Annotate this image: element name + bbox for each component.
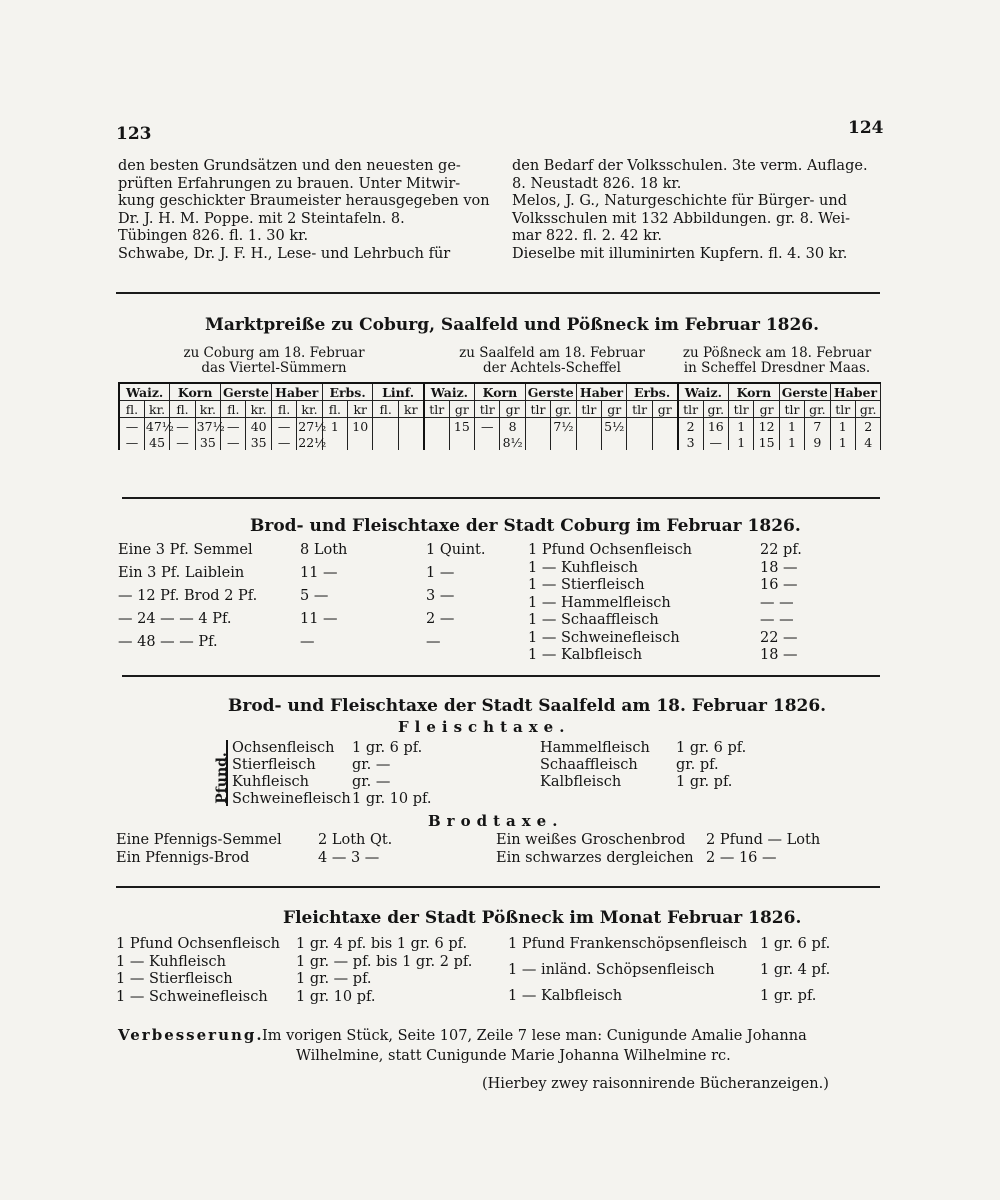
text-line: Tübingen 826. fl. 1. 30 kr. — [118, 228, 309, 244]
page-number-left: 123 — [116, 124, 152, 144]
grain-header: Haber — [830, 383, 881, 401]
table-cell: — — [271, 434, 296, 450]
table-cell: 15 — [449, 418, 474, 435]
unit-header: gr — [449, 401, 474, 418]
row-value: 3 — — [426, 588, 455, 604]
text-line: 8. Neustadt 826. 18 kr. — [512, 175, 682, 192]
top-left-column — [118, 158, 490, 263]
table-cell: 1 — [779, 418, 804, 435]
row-value: 1 gr. pf. — [676, 774, 733, 790]
table-cell: — — [119, 434, 144, 450]
text-line: Schwabe, Dr. J. F. H., Lese- und Lehrbuch für — [118, 245, 451, 262]
grain-header: Waiz. — [119, 383, 170, 401]
table-cell: — — [221, 418, 246, 435]
grain-header: Haber — [576, 383, 627, 401]
table-cell — [398, 434, 423, 450]
grain-header: Erbs. — [322, 383, 373, 401]
footer-note: (Hierbey zwey raisonnirende Bücheranzeigen.) — [482, 1076, 829, 1092]
table-cell — [348, 434, 373, 450]
grain-header-row — [119, 383, 881, 401]
table-cell — [652, 418, 677, 435]
row-value: 1 gr. 6 pf. — [676, 740, 747, 756]
group-line: zu Saalfeld am 18. Februar — [459, 345, 645, 361]
market-group-coburg — [118, 346, 430, 376]
row-value: 1 gr. 4 pf. bis 1 gr. 6 pf. — [296, 936, 468, 952]
unit-header: tlr — [627, 401, 652, 418]
row-value: 1 gr. 10 pf. — [352, 791, 432, 807]
grain-header: Waiz. — [424, 383, 475, 401]
row-value: — — [300, 634, 315, 650]
section-rule — [116, 292, 880, 294]
top-right-column — [512, 158, 868, 263]
unit-header: tlr — [830, 401, 855, 418]
row-value: 1 — Stierfleisch — [116, 971, 233, 987]
unit-header: gr. — [805, 401, 830, 418]
unit-header: kr. — [144, 401, 169, 418]
table-cell — [475, 434, 500, 450]
row-value: — 12 Pf. Brod 2 Pf. — [118, 588, 258, 604]
row-value: 1 — Kalbfleisch — [508, 988, 623, 1004]
unit-header: fl. — [322, 401, 347, 418]
unit-header: tlr — [728, 401, 753, 418]
unit-header: kr — [398, 401, 423, 418]
unit-header: gr — [500, 401, 525, 418]
row-value: Kuhfleisch — [232, 774, 309, 790]
unit-header: fl. — [170, 401, 195, 418]
grain-header: Haber — [271, 383, 322, 401]
table-cell: — — [170, 434, 195, 450]
row-value: Stierfleisch — [232, 757, 316, 773]
row-value: 18 — — [760, 559, 798, 576]
table-cell: — — [703, 434, 728, 450]
coburg-title: Brod- und Fleischtaxe der Stadt Coburg im Februar 1826. — [250, 516, 801, 536]
unit-header: tlr — [475, 401, 500, 418]
row-value: 1 — Schaaffleisch — [528, 612, 659, 628]
text-line: prüften Erfahrungen zu brauen. Unter Mitwir- — [118, 175, 461, 192]
text-line: Volksschulen mit 132 Abbildungen. gr. 8. Wei- — [512, 210, 851, 227]
text-line: mar 822. fl. 2. 42 kr. — [512, 228, 662, 244]
table-cell: — — [271, 418, 296, 435]
unit-header: fl. — [221, 401, 246, 418]
row-value: 1 — Kalbfleisch — [528, 647, 643, 663]
unit-header: fl. — [373, 401, 398, 418]
market-title: Marktpreiße zu Coburg, Saalfeld und Pößneck im Februar 1826. — [205, 315, 820, 335]
unit-header: tlr — [525, 401, 550, 418]
text-line: Dr. J. H. M. Poppe. mit 2 Steintafeln. 8. — [118, 210, 405, 227]
row-value: Schaaffleisch — [540, 757, 638, 773]
row-value: Ochsenfleisch — [232, 740, 335, 756]
table-cell: 40 — [246, 418, 271, 435]
table-cell: 1 — [322, 418, 347, 435]
row-value: 22 pf. — [760, 542, 802, 558]
table-cell: 15 — [754, 434, 779, 450]
unit-header: gr — [652, 401, 677, 418]
row-value: 22 — — [760, 629, 798, 646]
section-rule — [116, 886, 880, 888]
table-row — [119, 434, 881, 450]
table-cell — [627, 418, 652, 435]
saalfeld-meat-heading: Fleischtaxe. — [398, 718, 571, 736]
table-cell: — — [170, 418, 195, 435]
row-value: Ein weißes Groschenbrod — [496, 832, 686, 848]
table-cell: — — [221, 434, 246, 450]
row-value: 1 — Schweinefleisch — [528, 629, 680, 646]
table-cell: — — [475, 418, 500, 435]
table-cell: 16 — [703, 418, 728, 435]
table-cell: 2 — [855, 418, 880, 435]
table-cell: 27½ — [298, 418, 327, 434]
unit-header: kr. — [297, 401, 322, 418]
table-cell — [525, 434, 550, 450]
row-value: — 24 — — 4 Pf. — [118, 611, 232, 627]
table-cell: 1 — [779, 434, 804, 450]
table-cell: 35 — [195, 434, 220, 450]
row-value: 11 — — [300, 565, 338, 581]
table-cell — [551, 434, 576, 450]
table-cell: 7 — [805, 418, 830, 435]
market-price-table — [118, 382, 881, 450]
table-cell — [602, 434, 627, 450]
table-cell — [627, 434, 652, 450]
section-rule — [122, 675, 880, 677]
row-value: Ein Pfennigs-Brod — [116, 850, 250, 866]
row-value: Kalbfleisch — [540, 774, 622, 790]
saalfeld-title: Brod- und Fleischtaxe der Stadt Saalfeld am 18. Februar 1826. — [228, 696, 827, 716]
table-cell: 1 — [830, 418, 855, 435]
row-value: Schweinefleisch — [232, 791, 351, 807]
grain-header: Gerste — [221, 383, 272, 401]
row-value: gr. pf. — [676, 757, 719, 773]
unit-header: kr — [348, 401, 373, 418]
correction-line-1: Im vorigen Stück, Seite 107, Zeile 7 lese man: Cunigunde Amalie Johanna — [262, 1028, 807, 1044]
table-cell — [525, 418, 550, 435]
row-value: — — — [760, 612, 794, 628]
unit-header: gr. — [551, 401, 576, 418]
group-line: zu Coburg am 18. Februar — [183, 345, 365, 361]
table-cell: 4 — [855, 434, 880, 450]
row-value: 1 gr. 6 pf. — [352, 740, 423, 756]
row-value: Ein 3 Pf. Laiblein — [118, 565, 245, 581]
row-value: 1 — inländ. Schöpsenfleisch — [508, 962, 715, 978]
row-value: — 48 — — Pf. — [118, 634, 218, 650]
row-value: — — — [760, 594, 794, 611]
row-value: Hammelfleisch — [540, 740, 650, 756]
grain-header: Gerste — [779, 383, 830, 401]
table-cell: 5½ — [602, 418, 627, 435]
text-line: Dieselbe mit illuminirten Kupfern. fl. 4. 30 kr. — [512, 245, 848, 262]
grain-header: Waiz. — [678, 383, 729, 401]
grain-header: Korn — [728, 383, 779, 401]
table-cell: 12 — [754, 418, 779, 435]
row-value: 8 Loth — [300, 542, 348, 558]
table-cell: — — [119, 418, 144, 435]
row-value: gr. — — [352, 774, 391, 790]
unit-header: fl. — [271, 401, 296, 418]
row-value: 11 — — [300, 611, 338, 627]
group-line: das Viertel-Sümmern — [201, 360, 347, 376]
market-group-possneck — [674, 346, 880, 376]
unit-header: tlr — [779, 401, 804, 418]
unit-header: gr. — [855, 401, 880, 418]
table-cell: 2 — [678, 418, 703, 435]
row-value: 1 Pfund Frankenschöpsenfleisch — [508, 936, 748, 952]
table-cell — [424, 434, 449, 450]
table-cell: 7½ — [551, 418, 576, 435]
table-cell — [652, 434, 677, 450]
row-value: 1 — — [426, 565, 455, 581]
table-cell: 1 — [728, 418, 753, 435]
grain-header: Korn — [475, 383, 526, 401]
table-cell — [449, 434, 474, 450]
row-value: 1 Pfund Ochsenfleisch — [528, 542, 693, 558]
row-value: 1 — Kuhfleisch — [116, 953, 226, 970]
row-value: 1 gr. — pf. bis 1 gr. 2 pf. — [296, 953, 473, 970]
row-value: 1 gr. pf. — [760, 988, 817, 1004]
page-number-right: 124 — [848, 118, 884, 138]
table-cell — [373, 434, 398, 450]
table-cell: 35 — [246, 434, 271, 450]
table-cell — [373, 418, 398, 435]
section-rule — [122, 497, 880, 499]
table-cell: 1 — [830, 434, 855, 450]
unit-header: gr — [602, 401, 627, 418]
unit-header: tlr — [424, 401, 449, 418]
unit-header: gr — [754, 401, 779, 418]
table-cell: 1 — [728, 434, 753, 450]
group-line: in Scheffel Dresdner Maas. — [683, 360, 871, 376]
row-value: gr. — — [352, 757, 391, 773]
grain-header: Erbs. — [627, 383, 678, 401]
table-cell — [576, 434, 601, 450]
market-group-saalfeld — [430, 346, 674, 376]
table-cell: 47½ — [145, 418, 174, 434]
unit-header: fl. — [119, 401, 144, 418]
group-line: zu Pößneck am 18. Februar — [682, 345, 872, 361]
row-value: 1 gr. 6 pf. — [760, 936, 831, 952]
row-value: 4 — 3 — — [318, 850, 380, 866]
saalfeld-bread-heading: Brodtaxe. — [428, 812, 564, 830]
text-line: den Bedarf der Volksschulen. 3te verm. Auflage. — [512, 158, 868, 174]
row-value: 1 — Kuhfleisch — [528, 559, 638, 576]
text-line: kung geschickter Braumeister herausgegeben von — [118, 193, 490, 209]
correction-label: Verbesserung. — [118, 1026, 264, 1044]
table-cell — [424, 418, 449, 435]
table-cell — [398, 418, 423, 435]
saalfeld-side-label: Pfund. — [213, 752, 230, 804]
correction-line-2: Wilhelmine, statt Cunigunde Marie Johanna Wilhelmine rc. — [296, 1048, 731, 1064]
row-value: Ein schwarzes dergleichen — [496, 850, 694, 866]
row-value: 18 — — [760, 647, 798, 663]
row-value: 2 Loth Qt. — [318, 832, 393, 848]
table-cell: 22½ — [298, 434, 327, 450]
table-cell: 9 — [805, 434, 830, 450]
unit-header: gr. — [703, 401, 728, 418]
grain-header: Linf. — [373, 383, 424, 401]
row-value: 1 Quint. — [426, 542, 486, 558]
table-cell: 37½ — [196, 418, 225, 434]
row-value: Eine Pfennigs-Semmel — [116, 832, 282, 848]
row-value: 1 Pfund Ochsenfleisch — [116, 936, 281, 952]
unit-header: kr. — [246, 401, 271, 418]
text-line: Melos, J. G., Naturgeschichte für Bürger- und — [512, 193, 847, 209]
table-cell: 45 — [144, 434, 169, 450]
table-cell — [576, 418, 601, 435]
unit-header: tlr — [678, 401, 703, 418]
table-cell: 8½ — [500, 434, 525, 450]
table-cell: 10 — [348, 418, 373, 435]
table-cell: 3 — [678, 434, 703, 450]
row-value: 5 — — [300, 588, 329, 604]
text-line: den besten Grundsätzen und den neuesten ge- — [118, 158, 461, 174]
row-value: 2 — — [426, 611, 455, 627]
grain-header: Korn — [170, 383, 221, 401]
row-value: 1 — Hammelfleisch — [528, 594, 671, 611]
row-value: 1 gr. 10 pf. — [296, 988, 376, 1005]
table-row — [119, 418, 881, 435]
row-value: 16 — — [760, 577, 798, 593]
row-value: — — [426, 634, 441, 650]
row-value: 1 gr. — pf. — [296, 971, 372, 987]
bracket-line — [226, 740, 228, 806]
possneck-title: Fleichtaxe der Stadt Pößneck im Monat Februar 1826. — [283, 908, 802, 928]
row-value: 1 — Stierfleisch — [528, 577, 645, 593]
unit-header: kr. — [195, 401, 220, 418]
row-value: 1 — Schweinefleisch — [116, 988, 268, 1005]
group-line: der Achtels-Scheffel — [483, 360, 621, 376]
grain-header: Gerste — [525, 383, 576, 401]
row-value: Eine 3 Pf. Semmel — [118, 542, 253, 558]
row-value: 2 Pfund — Loth — [706, 832, 821, 848]
unit-header: tlr — [576, 401, 601, 418]
row-value: 1 gr. 4 pf. — [760, 962, 831, 978]
table-cell: 8 — [500, 418, 525, 435]
row-value: 2 — 16 — — [706, 850, 777, 866]
unit-header-row — [119, 401, 881, 418]
